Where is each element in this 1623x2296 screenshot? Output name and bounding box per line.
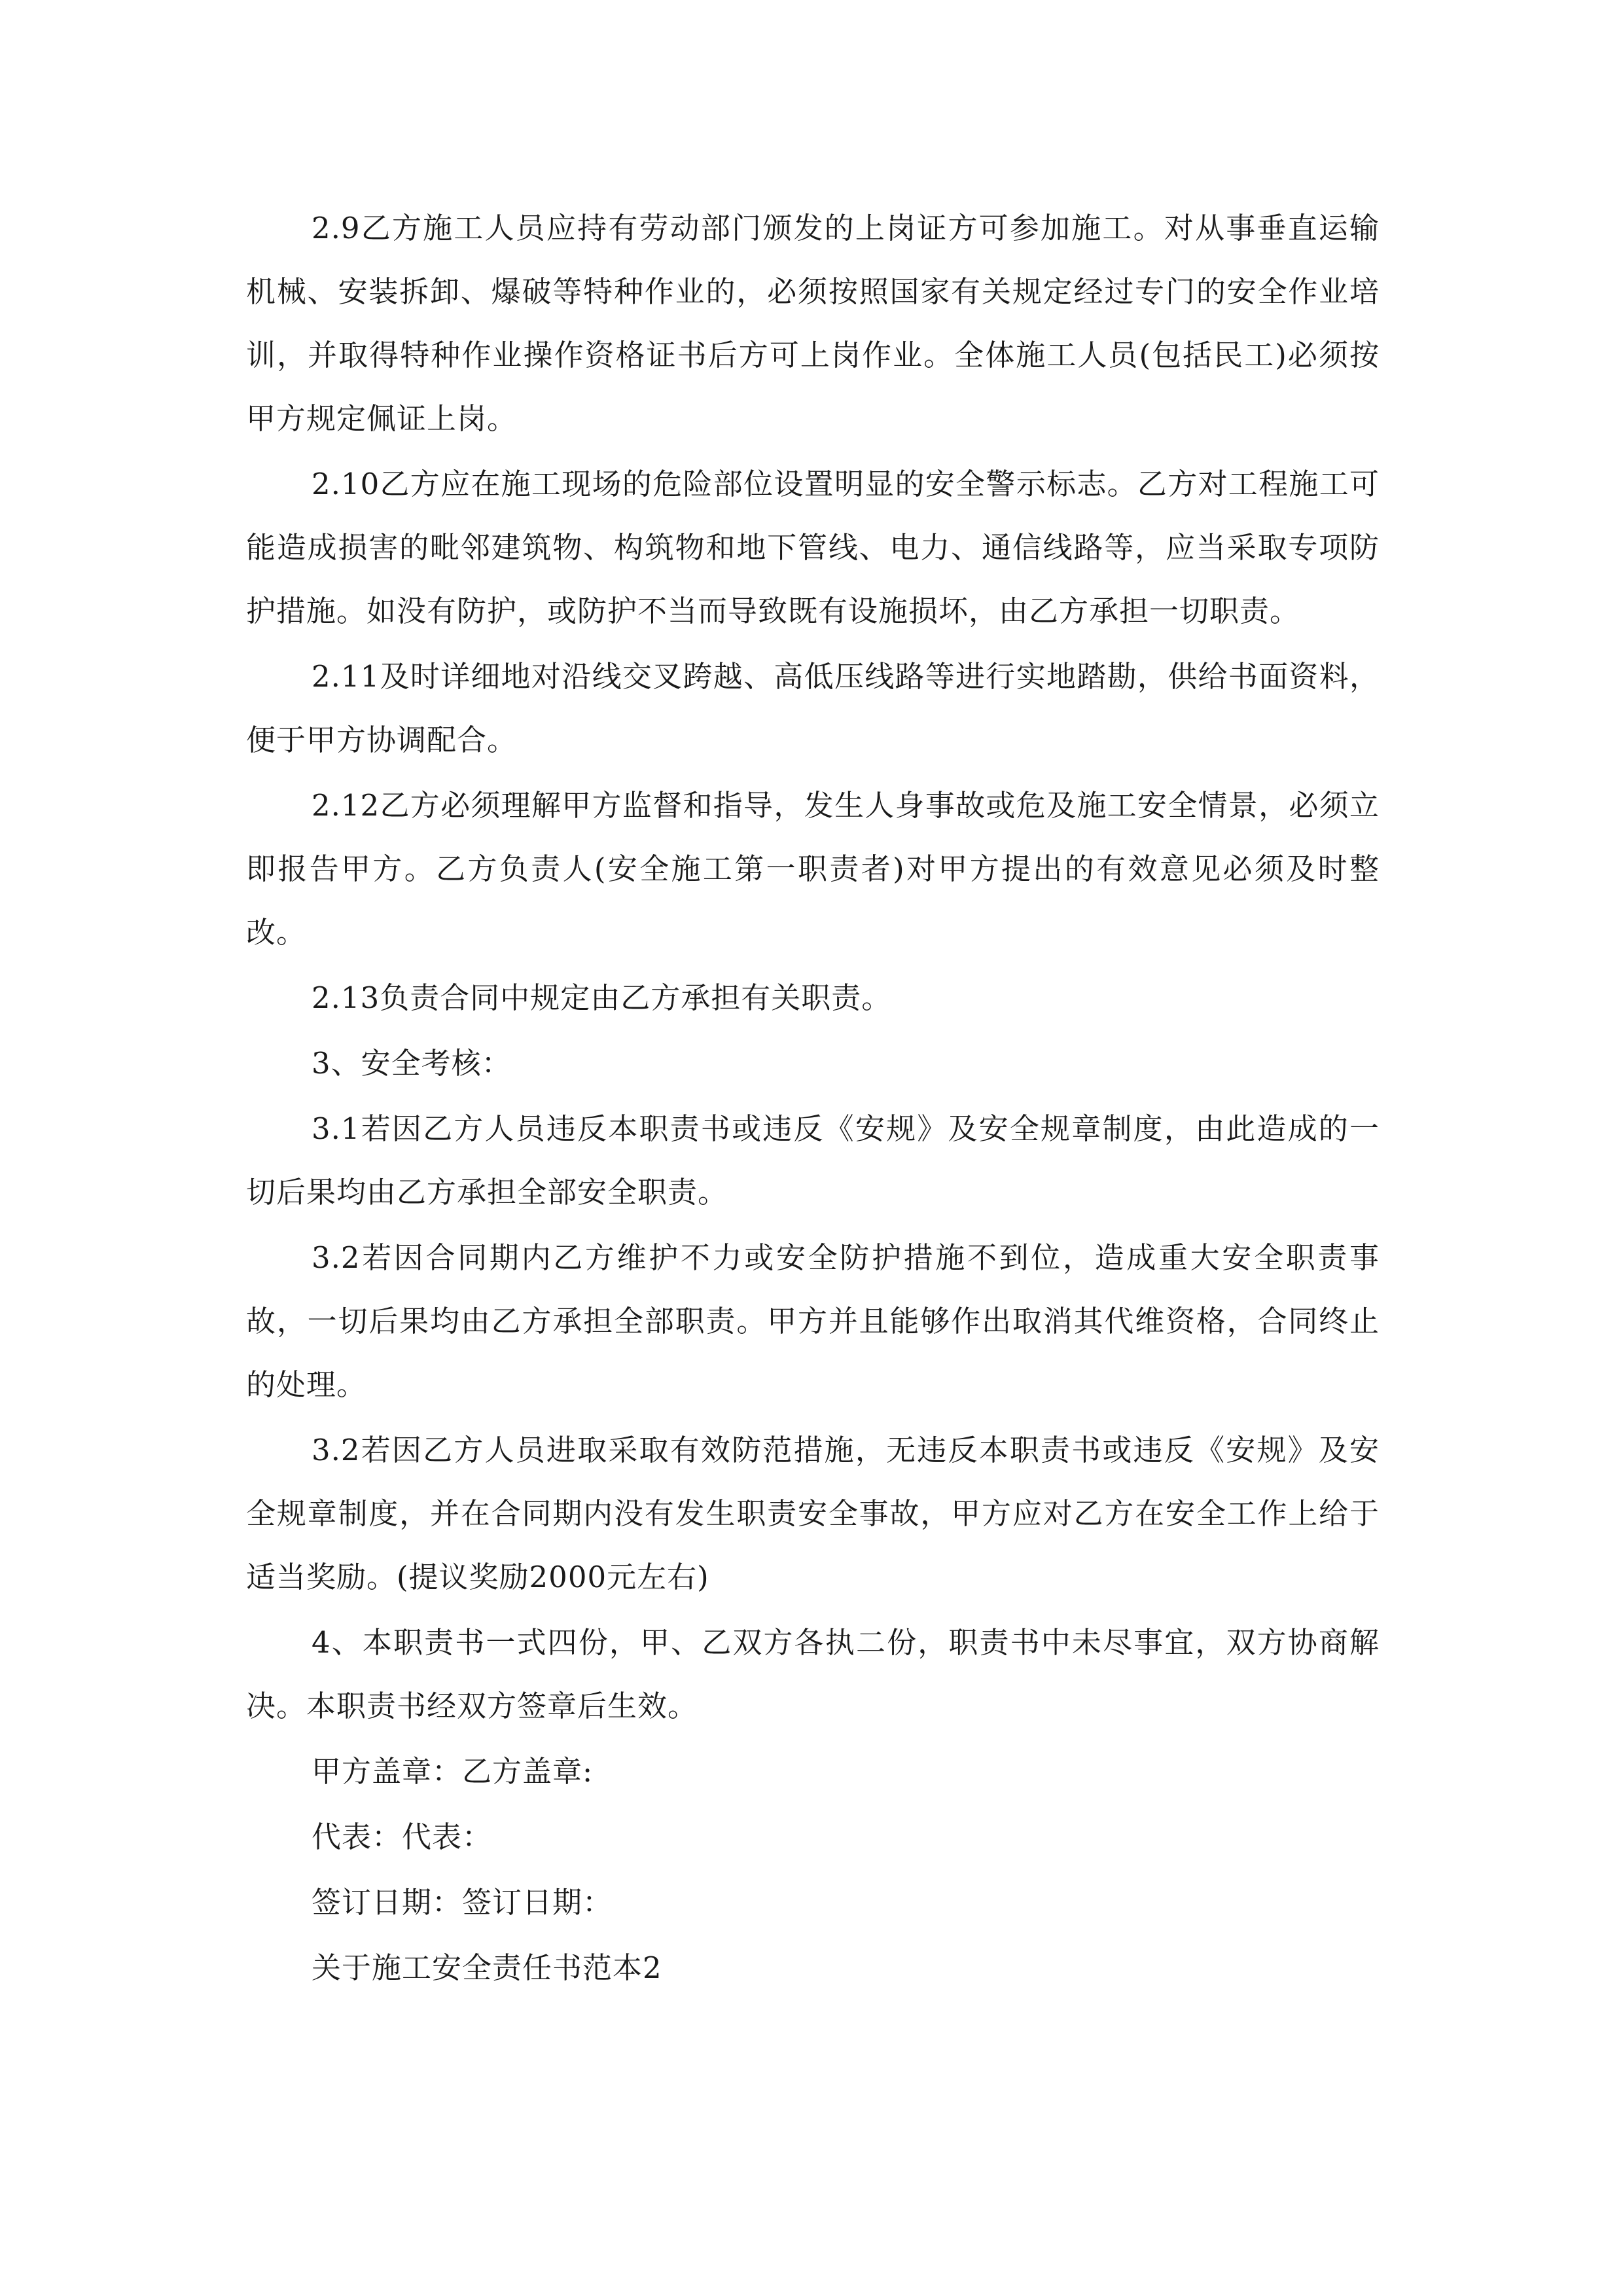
clause-2-10: 2.10乙方应在施工现场的危险部位设置明显的安全警示标志。乙方对工程施工可能造成损害的毗邻建筑物、构筑物和地下管线、电力、通信线路等，应当采取专项防护措施。如没有防护，或防护不当而导致既有设施损坏，由乙方承担一切职责。: [246, 467, 1380, 628]
document-page: [246, 196, 1380, 2000]
clause-2-13: 2.13负责合同中规定由乙方承担有关职责。: [312, 980, 892, 1015]
clause-2-9: 2.9乙方施工人员应持有劳动部门颁发的上岗证方可参加施工。对从事垂直运输机械、安装拆卸、爆破等特种作业的，必须按照国家有关规定经过专门的安全作业培训，并取得特种作业操作资格证书后方可上岗作业。全体施工人员(包括民工)必须按甲方规定佩证上岗。: [246, 211, 1380, 436]
clause-3-2-a: 3.2若因合同期内乙方维护不力或安全防护措施不到位，造成重大安全职责事故，一切后果均由乙方承担全部职责。甲方并且能够作出取消其代维资格，合同终止的处理。: [246, 1240, 1380, 1402]
clause-2-12: 2.12乙方必须理解甲方监督和指导，发生人身事故或危及施工安全情景，必须立即报告甲方。乙方负责人(安全施工第一职责者)对甲方提出的有效意见必须及时整改。: [246, 788, 1380, 950]
clause-3-1: 3.1若因乙方人员违反本职责书或违反《安规》及安全规章制度，由此造成的一切后果均由乙方承担全部安全职责。: [246, 1111, 1380, 1210]
representative-line: 代表：代表：: [312, 1820, 493, 1854]
seal-line: 甲方盖章：乙方盖章:: [312, 1754, 594, 1789]
signing-date-line: 签订日期：签订日期：: [312, 1885, 613, 1920]
clause-2-11: 2.11及时详细地对沿线交叉跨越、高低压线路等进行实地踏勘，供给书面资料，便于甲方协调配合。: [246, 659, 1380, 757]
next-document-title: 关于施工安全责任书范本2: [312, 1950, 662, 1985]
section-3-heading: 3、安全考核：: [312, 1046, 512, 1081]
clause-3-2-b: 3.2若因乙方人员进取采取有效防范措施，无违反本职责书或违反《安规》及安全规章制度，并在合同期内没有发生职责安全事故，甲方应对乙方在安全工作上给于适当奖励。(提议奖励2000元左右): [246, 1433, 1380, 1594]
clause-4: 4、本职责书一式四份，甲、乙双方各执二份，职责书中未尽事宜，双方协商解决。本职责书经双方签章后生效。: [246, 1625, 1380, 1723]
